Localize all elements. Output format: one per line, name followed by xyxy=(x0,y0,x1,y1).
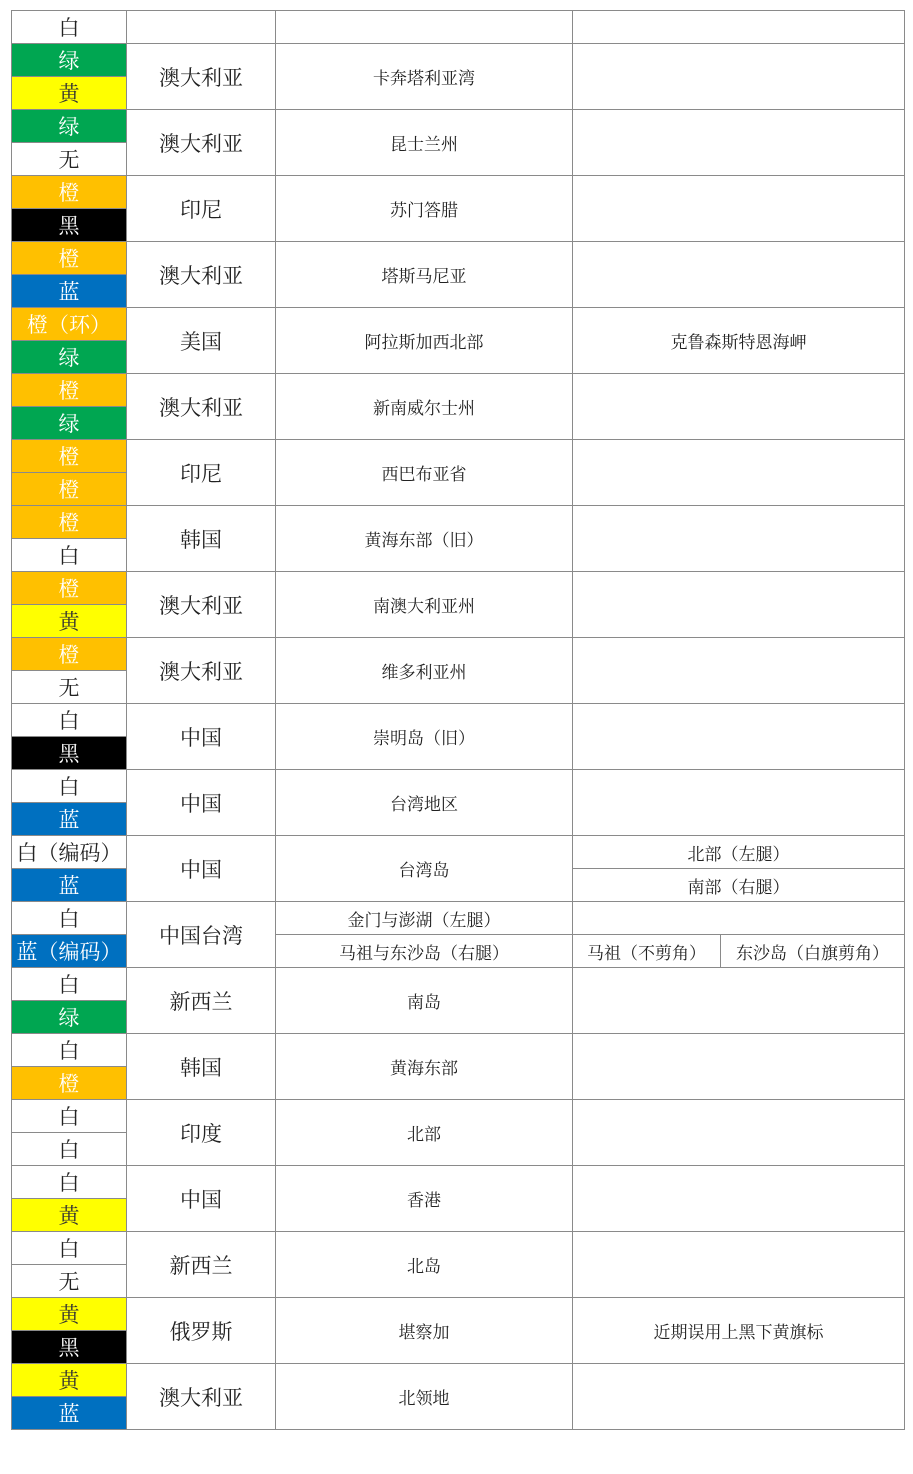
region-cell: 崇明岛（旧） xyxy=(276,704,573,770)
table-row xyxy=(12,110,905,143)
color-cell-top: 黄 xyxy=(12,1298,127,1331)
color-cell-bottom: 蓝 xyxy=(12,869,127,902)
region-cell: 阿拉斯加西北部 xyxy=(276,308,573,374)
country-cell: 澳大利亚 xyxy=(127,374,276,440)
note-cell xyxy=(573,1100,905,1166)
color-cell-top: 绿 xyxy=(12,44,127,77)
region-cell: 黄海东部（旧） xyxy=(276,506,573,572)
region-cell: 南澳大利亚州 xyxy=(276,572,573,638)
color-cell-bottom: 绿 xyxy=(12,341,127,374)
color-cell-top: 白 xyxy=(12,1100,127,1133)
country-cell: 印尼 xyxy=(127,440,276,506)
color-cell-top: 白 xyxy=(12,1166,127,1199)
note-cell xyxy=(573,110,905,176)
color-cell-top: 橙 xyxy=(12,242,127,275)
color-cell-bottom: 黄 xyxy=(12,605,127,638)
note-cell: 南部（右腿） xyxy=(573,869,905,902)
table-row xyxy=(12,1166,905,1199)
color-cell-bottom: 绿 xyxy=(12,407,127,440)
color-cell-bottom: 绿 xyxy=(12,1001,127,1034)
table-row xyxy=(12,1298,905,1331)
note-cell: 近期误用上黑下黄旗标 xyxy=(573,1298,905,1364)
country-cell xyxy=(127,11,276,44)
region-cell: 昆士兰州 xyxy=(276,110,573,176)
color-cell-top: 白 xyxy=(12,968,127,1001)
country-cell: 韩国 xyxy=(127,506,276,572)
note-cell xyxy=(573,242,905,308)
note-cell: 北部（左腿） xyxy=(573,836,905,869)
region-cell: 塔斯马尼亚 xyxy=(276,242,573,308)
table-body xyxy=(12,11,905,1430)
region-cell: 北岛 xyxy=(276,1232,573,1298)
region-cell: 堪察加 xyxy=(276,1298,573,1364)
table-row-top xyxy=(12,11,905,44)
country-cell: 澳大利亚 xyxy=(127,242,276,308)
country-cell: 中国台湾 xyxy=(127,902,276,968)
region-cell: 维多利亚州 xyxy=(276,638,573,704)
table-row xyxy=(12,1232,905,1265)
color-cell-bottom: 无 xyxy=(12,671,127,704)
table-row xyxy=(12,1034,905,1067)
note-cell xyxy=(573,1364,905,1430)
table-row xyxy=(12,638,905,671)
country-cell: 中国 xyxy=(127,770,276,836)
region-cell: 苏门答腊 xyxy=(276,176,573,242)
country-cell: 澳大利亚 xyxy=(127,572,276,638)
country-cell: 中国 xyxy=(127,1166,276,1232)
color-cell-bottom: 无 xyxy=(12,143,127,176)
region-cell: 卡奔塔利亚湾 xyxy=(276,44,573,110)
region-cell: 台湾地区 xyxy=(276,770,573,836)
note-cell xyxy=(573,572,905,638)
color-cell-bottom: 白 xyxy=(12,539,127,572)
country-cell: 澳大利亚 xyxy=(127,1364,276,1430)
table-row xyxy=(12,1100,905,1133)
color-cell-top: 绿 xyxy=(12,110,127,143)
color-cell-bottom: 黑 xyxy=(12,209,127,242)
table-row xyxy=(12,902,905,935)
country-cell: 韩国 xyxy=(127,1034,276,1100)
country-cell: 澳大利亚 xyxy=(127,638,276,704)
note-cell xyxy=(573,968,905,1034)
color-cell-bottom: 白 xyxy=(12,1133,127,1166)
table-row xyxy=(12,176,905,209)
country-cell: 新西兰 xyxy=(127,1232,276,1298)
color-cell-top: 橙 xyxy=(12,374,127,407)
color-cell-bottom: 蓝 xyxy=(12,803,127,836)
table-row xyxy=(12,770,905,803)
note-cell xyxy=(573,1166,905,1232)
note-cell xyxy=(573,638,905,704)
note-cell xyxy=(573,1232,905,1298)
country-cell: 俄罗斯 xyxy=(127,1298,276,1364)
note-cell xyxy=(573,44,905,110)
table-row xyxy=(12,836,905,869)
color-cell-top: 白 xyxy=(12,704,127,737)
note-cell xyxy=(573,506,905,572)
note-cell: 克鲁森斯特恩海岬 xyxy=(573,308,905,374)
region-cell: 北部 xyxy=(276,1100,573,1166)
color-cell-top: 白 xyxy=(12,902,127,935)
region-cell: 黄海东部 xyxy=(276,1034,573,1100)
note-cell xyxy=(573,176,905,242)
note-cell xyxy=(573,11,905,44)
table-row xyxy=(12,374,905,407)
country-cell: 美国 xyxy=(127,308,276,374)
table-row xyxy=(12,242,905,275)
note-cell xyxy=(573,704,905,770)
table-row xyxy=(12,572,905,605)
region-cell: 北领地 xyxy=(276,1364,573,1430)
note-cell xyxy=(573,440,905,506)
flag-color-table xyxy=(11,10,905,1430)
region-cell: 金门与澎湖（左腿） xyxy=(276,902,573,935)
color-cell-top: 白 xyxy=(12,1034,127,1067)
color-cell-bottom: 蓝 xyxy=(12,1397,127,1430)
color-cell-top: 橙 xyxy=(12,638,127,671)
region-cell: 香港 xyxy=(276,1166,573,1232)
color-cell-bottom: 无 xyxy=(12,1265,127,1298)
table-row xyxy=(12,440,905,473)
color-cell-top: 白 xyxy=(12,1232,127,1265)
color-cell-top: 橙 xyxy=(12,572,127,605)
color-cell-bottom: 黑 xyxy=(12,1331,127,1364)
color-cell-bottom: 黑 xyxy=(12,737,127,770)
region-cell: 西巴布亚省 xyxy=(276,440,573,506)
color-cell-bottom: 橙 xyxy=(12,473,127,506)
note-cell: 马祖（不剪角） xyxy=(573,935,721,968)
table-row xyxy=(12,506,905,539)
color-cell-top: 橙 xyxy=(12,506,127,539)
color-cell: 白 xyxy=(12,11,127,44)
table-row xyxy=(12,968,905,1001)
color-cell-top: 橙 xyxy=(12,176,127,209)
color-cell-bottom: 黄 xyxy=(12,1199,127,1232)
note-cell xyxy=(573,374,905,440)
color-cell-top: 白 xyxy=(12,770,127,803)
country-cell: 中国 xyxy=(127,836,276,902)
table-row xyxy=(12,704,905,737)
region-cell xyxy=(276,11,573,44)
country-cell: 澳大利亚 xyxy=(127,44,276,110)
country-cell: 中国 xyxy=(127,704,276,770)
color-cell-bottom: 蓝（编码） xyxy=(12,935,127,968)
color-cell-bottom: 黄 xyxy=(12,77,127,110)
country-cell: 印度 xyxy=(127,1100,276,1166)
region-cell: 新南威尔士州 xyxy=(276,374,573,440)
color-cell-bottom: 蓝 xyxy=(12,275,127,308)
color-cell-top: 黄 xyxy=(12,1364,127,1397)
color-cell-top: 白（编码） xyxy=(12,836,127,869)
table-row xyxy=(12,1364,905,1397)
region-cell: 马祖与东沙岛（右腿） xyxy=(276,935,573,968)
note-cell: 东沙岛（白旗剪角） xyxy=(721,935,905,968)
country-cell: 印尼 xyxy=(127,176,276,242)
color-cell-top: 橙（环） xyxy=(12,308,127,341)
color-cell-bottom: 橙 xyxy=(12,1067,127,1100)
color-cell-top: 橙 xyxy=(12,440,127,473)
country-cell: 新西兰 xyxy=(127,968,276,1034)
table-row xyxy=(12,308,905,341)
region-cell: 南岛 xyxy=(276,968,573,1034)
note-cell xyxy=(573,902,905,935)
region-cell: 台湾岛 xyxy=(276,836,573,902)
table-row xyxy=(12,44,905,77)
note-cell xyxy=(573,770,905,836)
country-cell: 澳大利亚 xyxy=(127,110,276,176)
note-cell xyxy=(573,1034,905,1100)
